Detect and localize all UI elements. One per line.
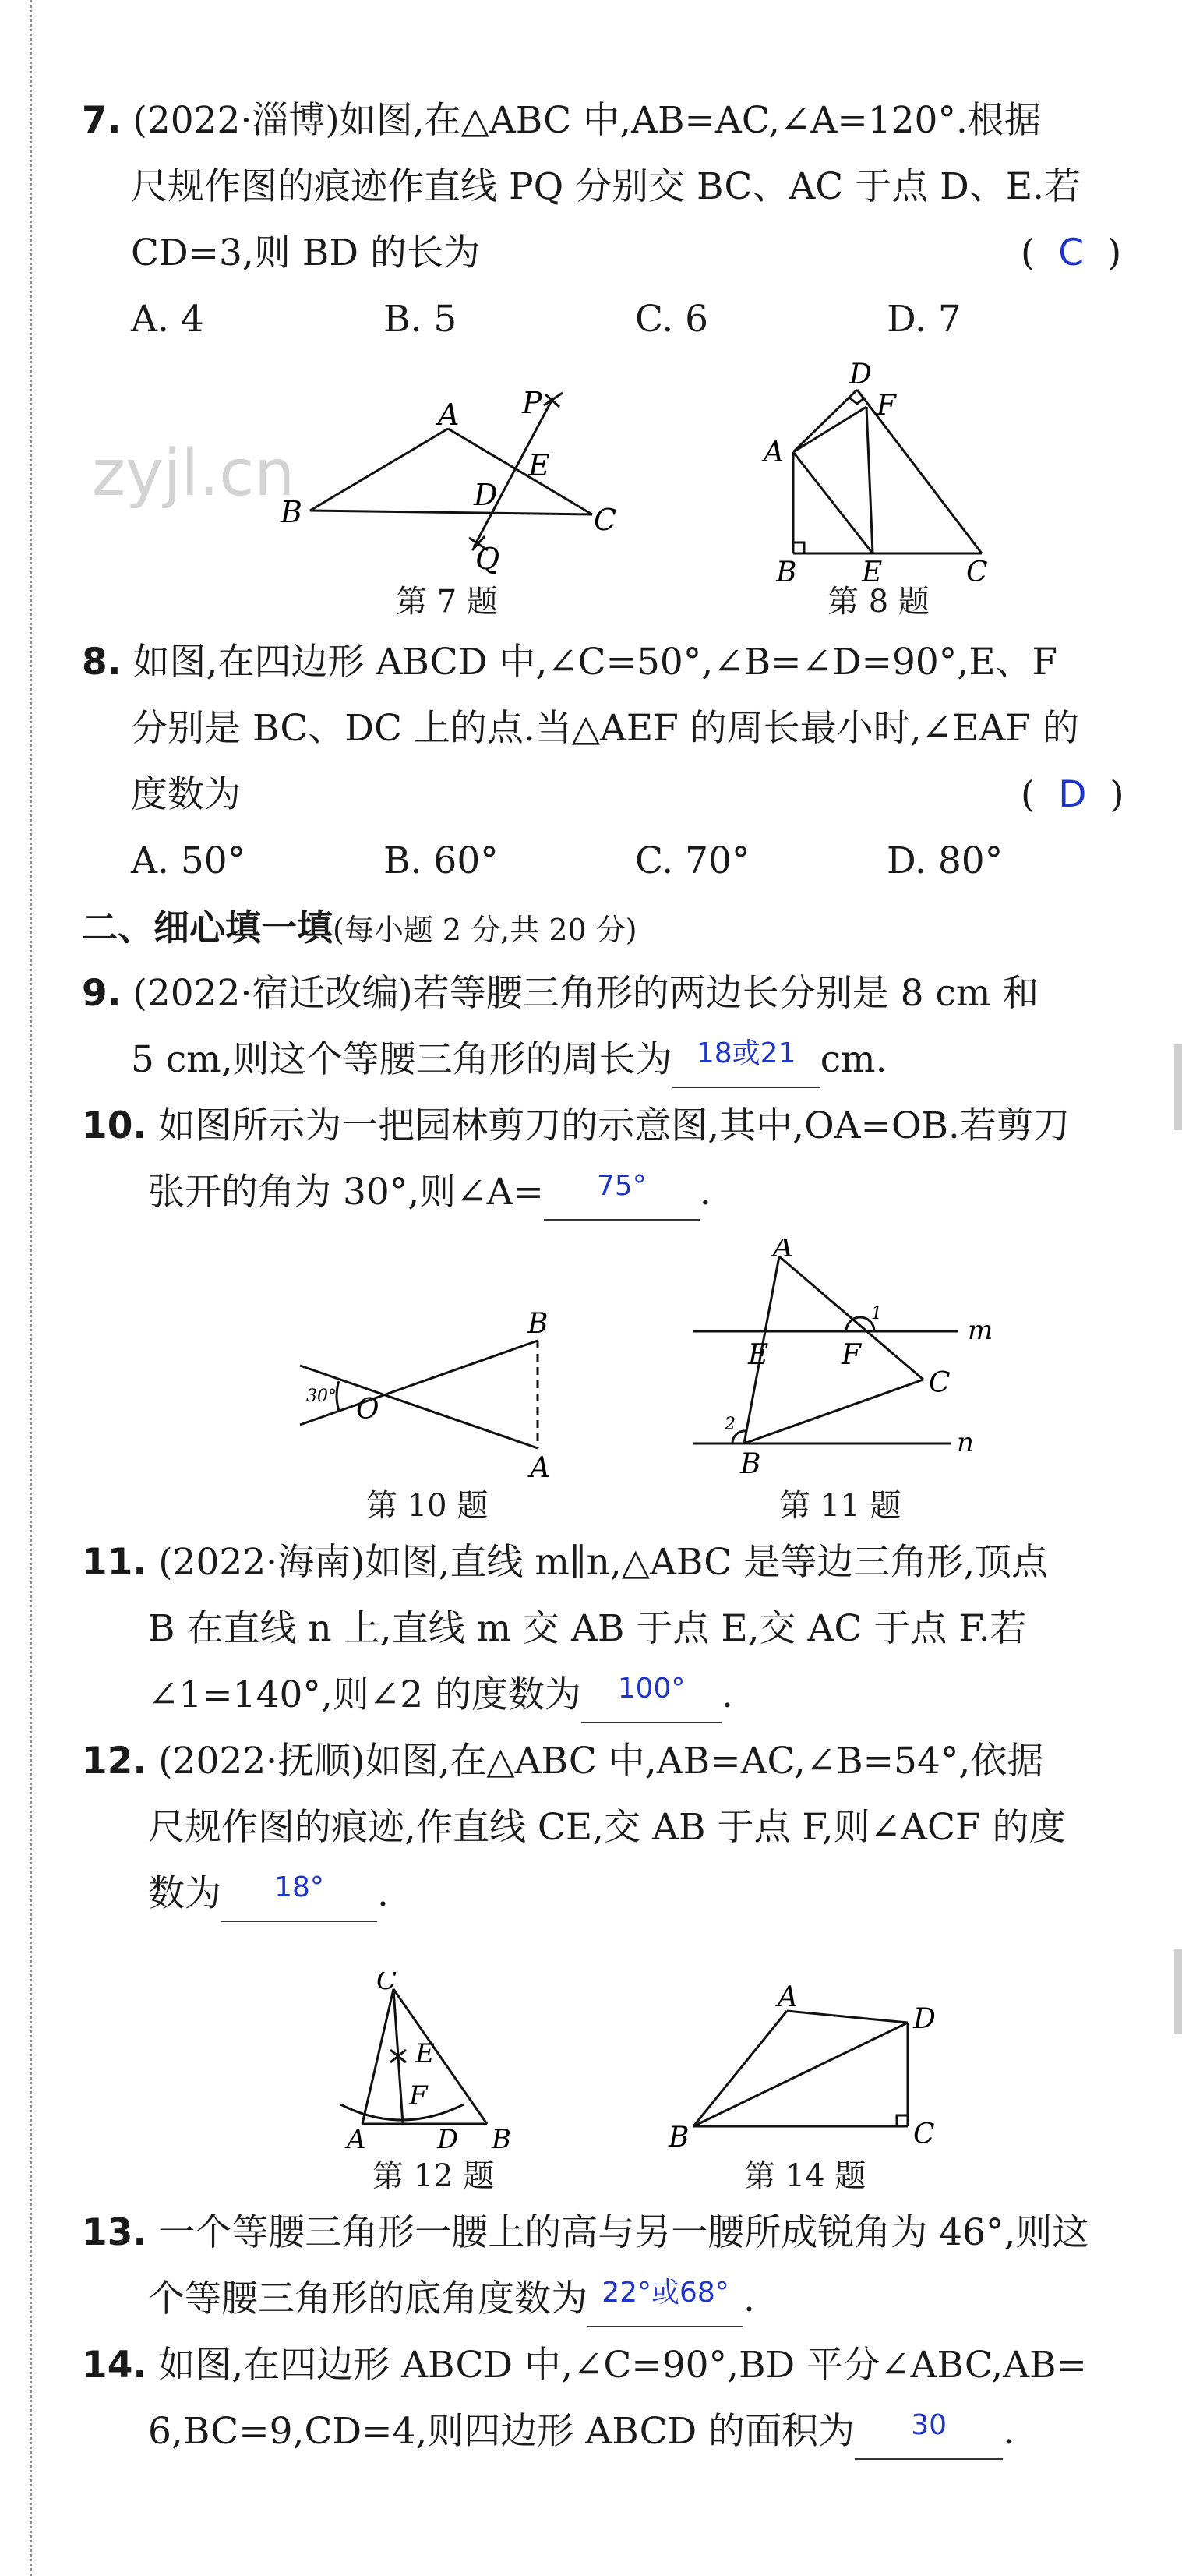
question-text: . [699,1171,711,1214]
question-number: 12. [82,1740,147,1783]
answer: C [1058,231,1085,274]
label-d: D [437,2124,459,2151]
question-text: 6,BC=9,CD=4,则四边形 ABCD 的面积为 [148,2410,856,2453]
option-a: A. 50° [131,839,246,882]
figure-12-caption: 第 12 题 [372,2158,495,2194]
figure-7-caption: 第 7 题 [396,584,498,620]
question-text: 如图,在四边形 ABCD 中,∠C=50°,∠B=∠D=90°,E、F [132,641,1058,684]
answer: 75° [596,1170,647,1202]
label-f: F [409,2080,428,2111]
option-d: D. 80° [887,839,1004,882]
segment-ca [362,1989,393,2124]
question-number: 11. [82,1541,147,1584]
question-text: 5 cm,则这个等腰三角形的周长为 [131,1038,672,1081]
question-number: 9. [82,972,122,1015]
label-o: O [356,1394,379,1426]
question-text: ∠1=140°,则∠2 的度数为 [148,1673,582,1716]
segment-ad [793,390,857,452]
section-heading [82,904,637,953]
label-q: Q [475,542,500,576]
segment-a-side [300,1366,538,1448]
option-a: A. 4 [131,298,204,341]
label-d: D [849,359,872,390]
segment-ba [693,2011,787,2126]
question-text: 如图,在四边形 ABCD 中,∠C=90°,BD 平分∠ABC,AB= [158,2344,1087,2387]
option-d: D. 7 [887,298,961,341]
figure-8-caption: 第 8 题 [827,584,930,620]
answer-blank [587,2276,743,2327]
answer-blank [672,1037,820,1088]
question-text: (2022·海南)如图,直线 m∥n,△ABC 是等边三角形,顶点 [158,1541,1049,1584]
segment-af [793,407,866,452]
figure-14-caption: 第 14 题 [744,2158,866,2194]
answer: 100° [617,1673,686,1705]
label-b: B [492,2124,511,2151]
label-c: C [913,2118,935,2150]
option-c: C. 70° [635,839,750,882]
figure-14 [662,1980,958,2154]
segment-bc [310,511,592,514]
label-b: B [740,1448,761,1473]
question-text: (2022·抚顺)如图,在△ABC 中,AB=AC,∠B=54°,依据 [158,1740,1044,1783]
segment-bd [693,2023,908,2126]
figure-8 [756,359,1021,588]
page-edge-mark [1174,1949,1182,2034]
label-c: C [594,503,617,537]
segment-ae [793,452,873,553]
question-text: CD=3,则 BD 的长为 [131,231,480,274]
figure-11 [693,1239,1021,1476]
label-e: E [415,2038,435,2069]
figure-11-caption: 第 11 题 [779,1488,901,1524]
segment-ef [866,407,873,553]
angle-label: 30° [306,1387,337,1406]
right-angle-d [849,398,865,404]
label-a: A [530,1452,550,1481]
question-text: (2022·淄博)如图,在△ABC 中,AB=AC,∠A=120°.根据 [132,99,1041,142]
question-number: 8. [82,641,122,684]
option-b: B. 60° [383,839,499,882]
question-text: . [722,1673,733,1716]
label-a: A [778,1981,798,2013]
right-angle-b [793,542,804,553]
label-a: A [347,2124,366,2151]
answer-bracket: ( D ) [1021,773,1124,816]
question-number: 7. [82,99,122,142]
segment-cb [393,1989,487,2124]
label-d: D [913,2003,936,2035]
answer-blank [855,2408,1003,2460]
question-text: 度数为 [131,773,241,816]
question-text: B 在直线 n 上,直线 m 交 AB 于点 E,交 AC 于点 F.若 [148,1607,1027,1650]
figure-10 [292,1309,588,1484]
section-title: 二、细心填一填 [82,906,333,949]
label-b: B [776,557,797,585]
label-b: B [669,2122,690,2151]
watermark: zyjl.cn [92,436,295,511]
answer-blank [581,1672,722,1723]
margin-dotted-line [30,0,32,2576]
angle-1-label: 1 [871,1304,882,1323]
answer: 30 [911,2409,947,2441]
segment-ab [310,429,448,511]
option-b: B. 5 [383,298,457,341]
label-c: C [376,1972,397,1996]
segment-dc [857,390,982,553]
page-edge-mark [1174,1044,1182,1130]
question-text: . [743,2277,755,2320]
segment-bc [744,1380,923,1443]
segment-ad [787,2011,908,2023]
question-text: 如图所示为一把园林剪刀的示意图,其中,OA=OB.若剪刀 [158,1104,1070,1147]
question-text: (2022·宿迁改编)若等腰三角形的两边长分别是 8 cm 和 [132,972,1039,1015]
question-text: 尺规作图的痕迹作直线 PQ 分别交 BC、AC 于点 D、E.若 [131,165,1081,208]
label-c: C [966,557,988,585]
answer: D [1058,773,1087,816]
answer: 22°或68° [602,2277,729,2309]
answer-blank [544,1169,700,1221]
label-e: E [862,557,883,585]
segment-ac [448,429,592,514]
label-f: F [877,390,896,422]
question-number: 13. [82,2211,147,2254]
question-text: 张开的角为 30°,则∠A= [148,1171,544,1214]
answer: 18° [274,1871,324,1903]
label-b: B [281,495,302,529]
answer: 18或21 [696,1037,796,1069]
arc-mark-p [544,393,563,407]
question-number: 14. [82,2344,147,2387]
label-a: A [773,1239,793,1263]
figure-12 [331,1972,534,2154]
label-b: B [527,1309,549,1340]
question-text: . [1003,2410,1015,2453]
label-n: n [957,1427,974,1458]
answer-bracket: ( C ) [1021,231,1122,274]
question-text: 个等腰三角形的底角度数为 [148,2277,587,2320]
section-note: (每小题 2 分,共 20 分) [333,913,637,947]
question-text: 尺规作图的痕迹,作直线 CE,交 AB 于点 F,则∠ACF 的度 [148,1806,1066,1849]
angle-arc [337,1381,339,1411]
option-c: C. 6 [635,298,709,341]
label-e: E [528,448,550,482]
right-angle-c [897,2115,908,2126]
label-a: A [764,436,784,468]
question-text: 数为 [148,1872,221,1915]
figure-7 [257,390,647,595]
label-m: m [968,1315,993,1346]
question-number: 10. [82,1104,147,1147]
label-c: C [929,1367,951,1399]
segment-b-side [300,1341,538,1425]
question-text: 一个等腰三角形一腰上的高与另一腰所成锐角为 46°,则这 [158,2211,1089,2254]
figure-10-caption: 第 10 题 [366,1488,489,1524]
answer-blank [221,1871,377,1922]
question-text: cm. [820,1038,887,1081]
label-e: E [748,1339,769,1371]
label-a: A [438,398,460,432]
question-text: . [377,1872,389,1915]
label-d: D [474,478,498,512]
question-text: 分别是 BC、DC 上的点.当△AEF 的周长最小时,∠EAF 的 [131,707,1079,750]
label-p: P [522,390,542,420]
angle-2-label: 2 [725,1415,736,1434]
label-f: F [842,1339,861,1371]
